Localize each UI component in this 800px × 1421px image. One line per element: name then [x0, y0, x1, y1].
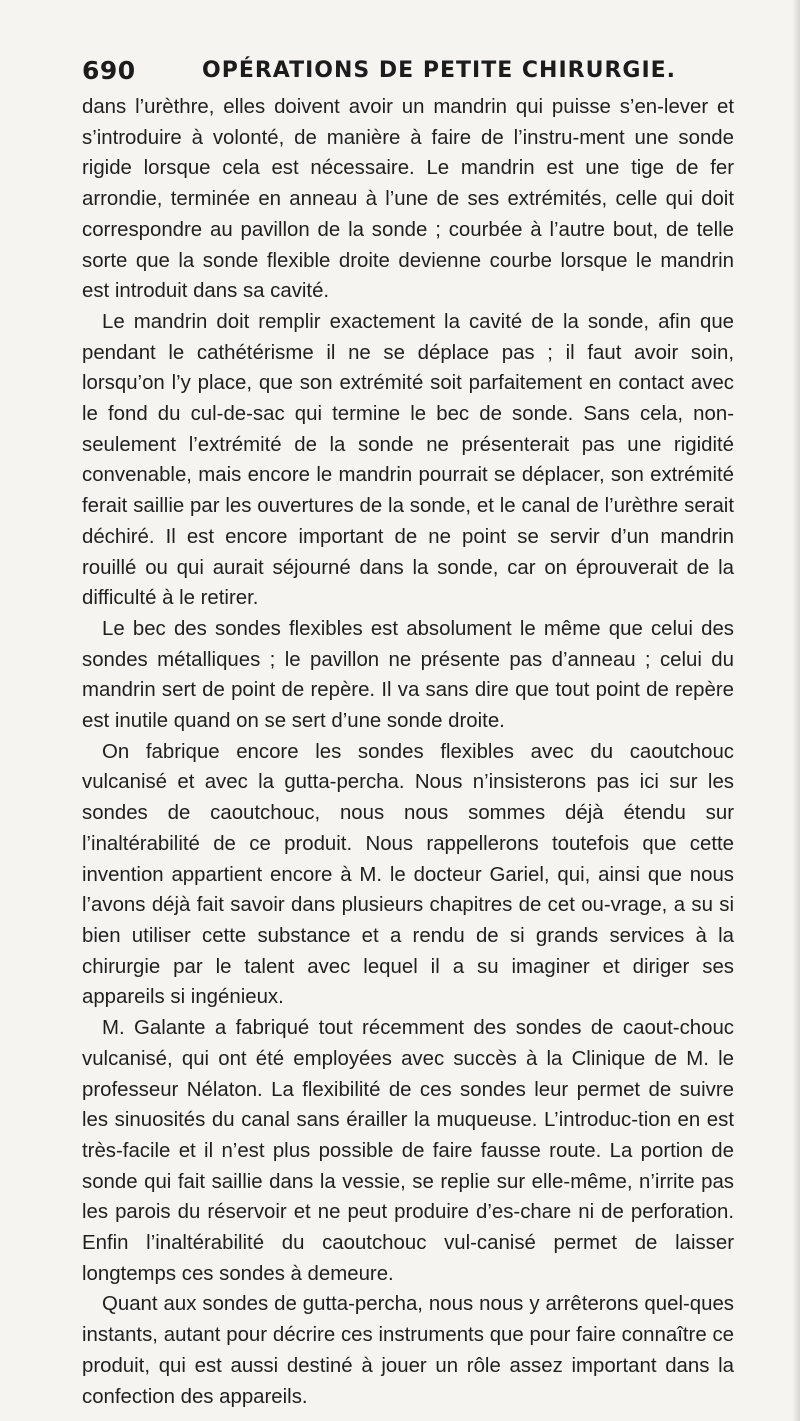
paragraph: Le bec des sondes flexibles est absolument le même que celui des sondes métalliques ; le pavillon ne présente pas d’anneau ; celui du mandrin sert de point de repère. Il va sans dire que tout point de repère est inutile quand on se sert d’une sonde droite. [82, 617, 734, 733]
body-text [82, 92, 734, 1412]
page-edge-shadow [792, 0, 800, 1421]
page-number: 690 [82, 56, 136, 85]
paragraph: dans l’urèthre, elles doivent avoir un mandrin qui puisse s’en-lever et s’introduire à volonté, de manière à faire de l’instru-ment une sonde rigide lorsque cela est nécessaire. Le mandrin est une tige de fer arrondie, terminée en anneau à l’une de ses extrémités, celle qui doit correspondre au pavillon de la sonde ; courbée à l’autre bout, de telle sorte que la sonde flexible droite devienne courbe lorsque le mandrin est introduit dans sa cavité. [82, 96, 734, 303]
paragraph: On fabrique encore les sondes flexibles avec du caoutchouc vulcanisé et avec la gutta-percha. Nous n’insisterons pas ici sur les sondes de caoutchouc, nous nous sommes déjà étendu sur l’inaltérabilité de ce produit. Nous rappellerons toutefois que cette invention appartient encore à M. le docteur Gariel, qui, ainsi que nous l’avons déjà fait savoir dans plusieurs chapitres de cet ou-vrage, a su si bien utiliser cette substance et a rendu de si grands services à la chirurgie par le talent avec lequel il a su imaginer et diriger ses appareils si ingénieux. [82, 740, 734, 1009]
page-header [82, 56, 734, 90]
paragraph: M. Galante a fabriqué tout récemment des sondes de caout-chouc vulcanisé, qui ont été employées avec succès à la Clinique de M. le professeur Nélaton. La flexibilité de ces sondes leur permet de suivre les sinuosités du canal sans érailler la muqueuse. L’introduc-tion en est très-facile et il n’est plus possible de faire fausse route. La portion de sonde qui fait saillie dans la vessie, se replie sur elle-même, n’irrite pas les parois du réservoir et ne peut produire d’es-chare ni de perforation. Enfin l’inaltérabilité du caoutchouc vul-canisé permet de laisser longtemps ces sondes à demeure. [82, 1017, 734, 1285]
paragraph: Quant aux sondes de gutta-percha, nous nous y arrêterons quel-ques instants, autant pour décrire ces instruments que pour faire connaître ce produit, qui est aussi destiné à jouer un rôle assez important dans la confection des appareils. [82, 1293, 734, 1408]
paragraph: Le mandrin doit remplir exactement la cavité de la sonde, afin que pendant le cathétérisme il ne se déplace pas ; il faut avoir soin, lorsqu’on l’y place, que son extrémité soit parfaitement en contact avec le fond du cul-de-sac qui termine le bec de sonde. Sans cela, non-seulement l’extrémité de la sonde ne présenterait pas une rigidité convenable, mais encore le mandrin pourrait se déplacer, son extrémité ferait saillie par les ouvertures de la sonde, et le canal de l’urèthre serait déchiré. Il est encore important de ne point se servir d’un mandrin rouillé ou qui aurait séjourné dans la sonde, car on éprouverait de la difficulté à le retirer. [82, 310, 734, 610]
running-title: OPÉRATIONS DE PETITE CHIRURGIE. [202, 58, 677, 83]
